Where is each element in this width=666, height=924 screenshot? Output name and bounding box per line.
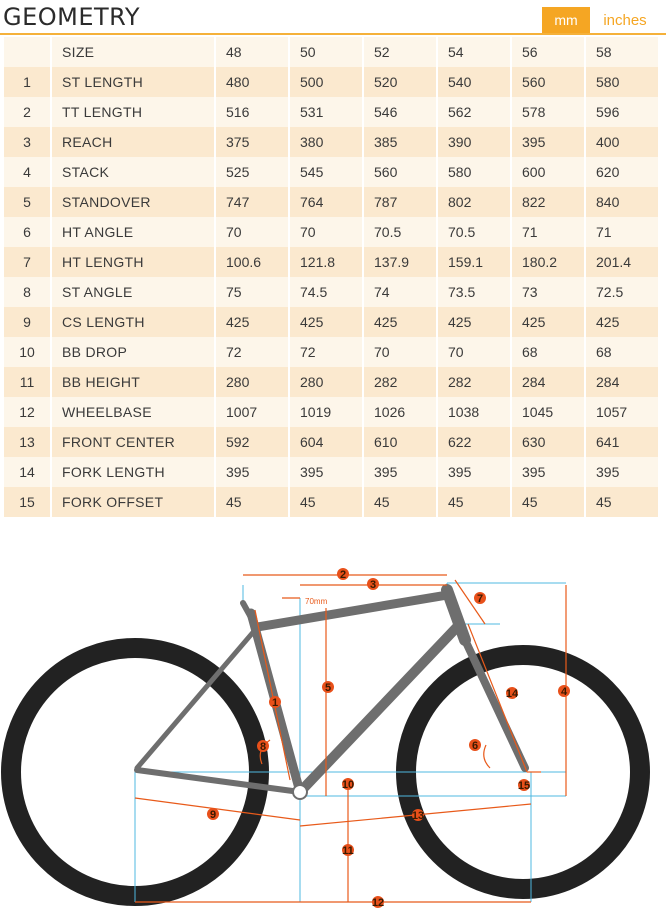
table-row xyxy=(4,247,658,277)
row-value-cell: 70.5 xyxy=(364,217,436,247)
row-label: CS LENGTH xyxy=(52,307,214,337)
row-value-cell: 596 xyxy=(586,97,658,127)
size-header: SIZE xyxy=(52,37,214,67)
row-value-cell: 45 xyxy=(290,487,362,517)
row-label: HT LENGTH xyxy=(52,247,214,277)
row-value-cell: 70 xyxy=(438,337,510,367)
callout-5 xyxy=(322,681,334,694)
table-row xyxy=(4,457,658,487)
row-value-cell: 390 xyxy=(438,127,510,157)
table-row xyxy=(4,487,658,517)
row-label: HT ANGLE xyxy=(52,217,214,247)
row-value-cell: 425 xyxy=(512,307,584,337)
row-value-cell: 159.1 xyxy=(438,247,510,277)
row-value-cell: 425 xyxy=(364,307,436,337)
row-value-cell: 1038 xyxy=(438,397,510,427)
row-value-cell: 622 xyxy=(438,427,510,457)
row-value-cell: 395 xyxy=(216,457,288,487)
row-label: ST ANGLE xyxy=(52,277,214,307)
row-value-cell: 68 xyxy=(586,337,658,367)
row-value-cell: 641 xyxy=(586,427,658,457)
row-label: REACH xyxy=(52,127,214,157)
row-value-cell: 280 xyxy=(216,367,288,397)
row-label: FRONT CENTER xyxy=(52,427,214,457)
row-value-cell: 74.5 xyxy=(290,277,362,307)
row-label: BB HEIGHT xyxy=(52,367,214,397)
row-value-cell: 592 xyxy=(216,427,288,457)
svg-text:3: 3 xyxy=(369,579,377,591)
callout-3 xyxy=(367,578,379,591)
unit-inches-button[interactable]: inches xyxy=(603,12,647,29)
row-value-cell: 580 xyxy=(438,157,510,187)
row-value-cell: 840 xyxy=(586,187,658,217)
size-header-cell: 58 xyxy=(586,37,658,67)
svg-text:12: 12 xyxy=(371,897,385,909)
row-value-cell: 180.2 xyxy=(512,247,584,277)
callout-2 xyxy=(337,568,349,581)
row-number: 15 xyxy=(4,487,50,517)
row-number: 13 xyxy=(4,427,50,457)
chain-stay xyxy=(137,770,300,792)
callout-13 xyxy=(412,809,424,822)
table-row xyxy=(4,67,658,97)
row-value-cell: 787 xyxy=(364,187,436,217)
row-value-cell: 425 xyxy=(586,307,658,337)
unit-mm-button[interactable]: mm xyxy=(542,7,590,34)
row-value-cell: 375 xyxy=(216,127,288,157)
row-value-cell: 630 xyxy=(512,427,584,457)
row-value-cell: 1057 xyxy=(586,397,658,427)
row-value-cell: 74 xyxy=(364,277,436,307)
row-value-cell: 284 xyxy=(512,367,584,397)
row-value-cell: 395 xyxy=(290,457,362,487)
row-number: 4 xyxy=(4,157,50,187)
row-number: 12 xyxy=(4,397,50,427)
svg-text:7: 7 xyxy=(476,593,484,605)
bottom-bracket xyxy=(293,785,307,799)
row-number: 2 xyxy=(4,97,50,127)
table-row xyxy=(4,307,658,337)
row-value-cell: 72.5 xyxy=(586,277,658,307)
row-label: STANDOVER xyxy=(52,187,214,217)
row-value-cell: 395 xyxy=(512,127,584,157)
geometry-table xyxy=(2,37,660,517)
row-value-cell: 45 xyxy=(586,487,658,517)
row-value-cell: 385 xyxy=(364,127,436,157)
row-value-cell: 520 xyxy=(364,67,436,97)
row-value-cell: 822 xyxy=(512,187,584,217)
row-number: 11 xyxy=(4,367,50,397)
row-value-cell: 531 xyxy=(290,97,362,127)
size-header-cell: 48 xyxy=(216,37,288,67)
row-value-cell: 600 xyxy=(512,157,584,187)
row-value-cell: 1007 xyxy=(216,397,288,427)
row-value-cell: 560 xyxy=(364,157,436,187)
row-value-cell: 400 xyxy=(586,127,658,157)
row-value-cell: 525 xyxy=(216,157,288,187)
svg-text:15: 15 xyxy=(517,780,531,792)
row-value-cell: 395 xyxy=(586,457,658,487)
row-value-cell: 100.6 xyxy=(216,247,288,277)
callout-15 xyxy=(518,779,530,792)
table-row xyxy=(4,427,658,457)
svg-text:13: 13 xyxy=(411,810,425,822)
row-label: FORK OFFSET xyxy=(52,487,214,517)
callout-10 xyxy=(342,778,354,791)
table-row xyxy=(4,127,658,157)
unit-toggle xyxy=(542,7,660,34)
row-value-cell: 70.5 xyxy=(438,217,510,247)
callout-4 xyxy=(558,685,570,698)
svg-text:10: 10 xyxy=(341,779,355,791)
row-label: FORK LENGTH xyxy=(52,457,214,487)
row-value-cell: 516 xyxy=(216,97,288,127)
callout-6 xyxy=(469,739,481,752)
row-number: 5 xyxy=(4,187,50,217)
callout-11 xyxy=(342,844,354,857)
row-value-cell: 73.5 xyxy=(438,277,510,307)
row-value-cell: 45 xyxy=(364,487,436,517)
svg-text:6: 6 xyxy=(471,740,479,752)
row-label: WHEELBASE xyxy=(52,397,214,427)
row-value-cell: 45 xyxy=(216,487,288,517)
row-value-cell: 71 xyxy=(512,217,584,247)
svg-text:11: 11 xyxy=(342,845,354,857)
row-value-cell: 280 xyxy=(290,367,362,397)
row-value-cell: 72 xyxy=(290,337,362,367)
top-tube xyxy=(257,595,447,627)
row-value-cell: 578 xyxy=(512,97,584,127)
row-value-cell: 70 xyxy=(364,337,436,367)
row-value-cell: 540 xyxy=(438,67,510,97)
row-value-cell: 70 xyxy=(216,217,288,247)
svg-text:9: 9 xyxy=(209,809,217,821)
row-label: STACK xyxy=(52,157,214,187)
size-header-cell: 56 xyxy=(512,37,584,67)
table-row xyxy=(4,97,658,127)
row-number: 9 xyxy=(4,307,50,337)
row-value-cell: 425 xyxy=(290,307,362,337)
callout-12 xyxy=(372,896,384,909)
row-value-cell: 45 xyxy=(512,487,584,517)
row-value-cell: 121.8 xyxy=(290,247,362,277)
row-number: 1 xyxy=(4,67,50,97)
table-row xyxy=(4,337,658,367)
row-value-cell: 380 xyxy=(290,127,362,157)
table-row xyxy=(4,157,658,187)
page-title: GEOMETRY xyxy=(3,3,140,31)
row-value-cell: 282 xyxy=(364,367,436,397)
row-value-cell: 45 xyxy=(438,487,510,517)
bike-diagram-svg xyxy=(0,540,666,919)
row-value-cell: 75 xyxy=(216,277,288,307)
row-value-cell: 1026 xyxy=(364,397,436,427)
row-number: 6 xyxy=(4,217,50,247)
callout-14 xyxy=(506,687,519,700)
row-value-cell: 545 xyxy=(290,157,362,187)
row-value-cell: 747 xyxy=(216,187,288,217)
row-value-cell: 500 xyxy=(290,67,362,97)
row-number: 7 xyxy=(4,247,50,277)
row-value-cell: 72 xyxy=(216,337,288,367)
row-value-cell: 425 xyxy=(438,307,510,337)
row-value-cell: 282 xyxy=(438,367,510,397)
row-value-cell: 580 xyxy=(586,67,658,97)
row-value-cell: 284 xyxy=(586,367,658,397)
table-header-empty xyxy=(4,37,50,67)
row-value-cell: 620 xyxy=(586,157,658,187)
callout-7 xyxy=(474,592,486,605)
svg-text:5: 5 xyxy=(324,682,332,694)
svg-text:2: 2 xyxy=(339,569,347,581)
table-row xyxy=(4,187,658,217)
row-value-cell: 70 xyxy=(290,217,362,247)
row-value-cell: 201.4 xyxy=(586,247,658,277)
row-number: 10 xyxy=(4,337,50,367)
row-value-cell: 1045 xyxy=(512,397,584,427)
header-divider xyxy=(0,33,666,35)
row-value-cell: 137.9 xyxy=(364,247,436,277)
size-header-cell: 50 xyxy=(290,37,362,67)
row-value-cell: 1019 xyxy=(290,397,362,427)
row-number: 8 xyxy=(4,277,50,307)
row-value-cell: 610 xyxy=(364,427,436,457)
row-value-cell: 71 xyxy=(586,217,658,247)
row-label: TT LENGTH xyxy=(52,97,214,127)
row-value-cell: 73 xyxy=(512,277,584,307)
svg-text:8: 8 xyxy=(259,741,267,753)
table-row xyxy=(4,397,658,427)
bike-geometry-diagram xyxy=(0,540,666,919)
geometry-header xyxy=(0,0,666,34)
table-row xyxy=(4,277,658,307)
size-header-cell: 52 xyxy=(364,37,436,67)
row-number: 3 xyxy=(4,127,50,157)
row-value-cell: 764 xyxy=(290,187,362,217)
row-value-cell: 395 xyxy=(364,457,436,487)
row-value-cell: 546 xyxy=(364,97,436,127)
row-value-cell: 395 xyxy=(438,457,510,487)
svg-text:4: 4 xyxy=(560,686,568,698)
row-value-cell: 68 xyxy=(512,337,584,367)
row-value-cell: 802 xyxy=(438,187,510,217)
callout-9 xyxy=(207,808,219,821)
row-value-cell: 425 xyxy=(216,307,288,337)
table-row xyxy=(4,367,658,397)
row-number: 14 xyxy=(4,457,50,487)
row-value-cell: 560 xyxy=(512,67,584,97)
table-row xyxy=(4,217,658,247)
offset-70mm-label: 70mm xyxy=(305,597,328,606)
svg-text:14: 14 xyxy=(505,688,519,700)
row-value-cell: 480 xyxy=(216,67,288,97)
row-label: BB DROP xyxy=(52,337,214,367)
row-value-cell: 395 xyxy=(512,457,584,487)
row-label: ST LENGTH xyxy=(52,67,214,97)
size-header-cell: 54 xyxy=(438,37,510,67)
table-header-row xyxy=(4,37,658,67)
row-value-cell: 604 xyxy=(290,427,362,457)
row-value-cell: 562 xyxy=(438,97,510,127)
svg-text:1: 1 xyxy=(271,697,279,709)
